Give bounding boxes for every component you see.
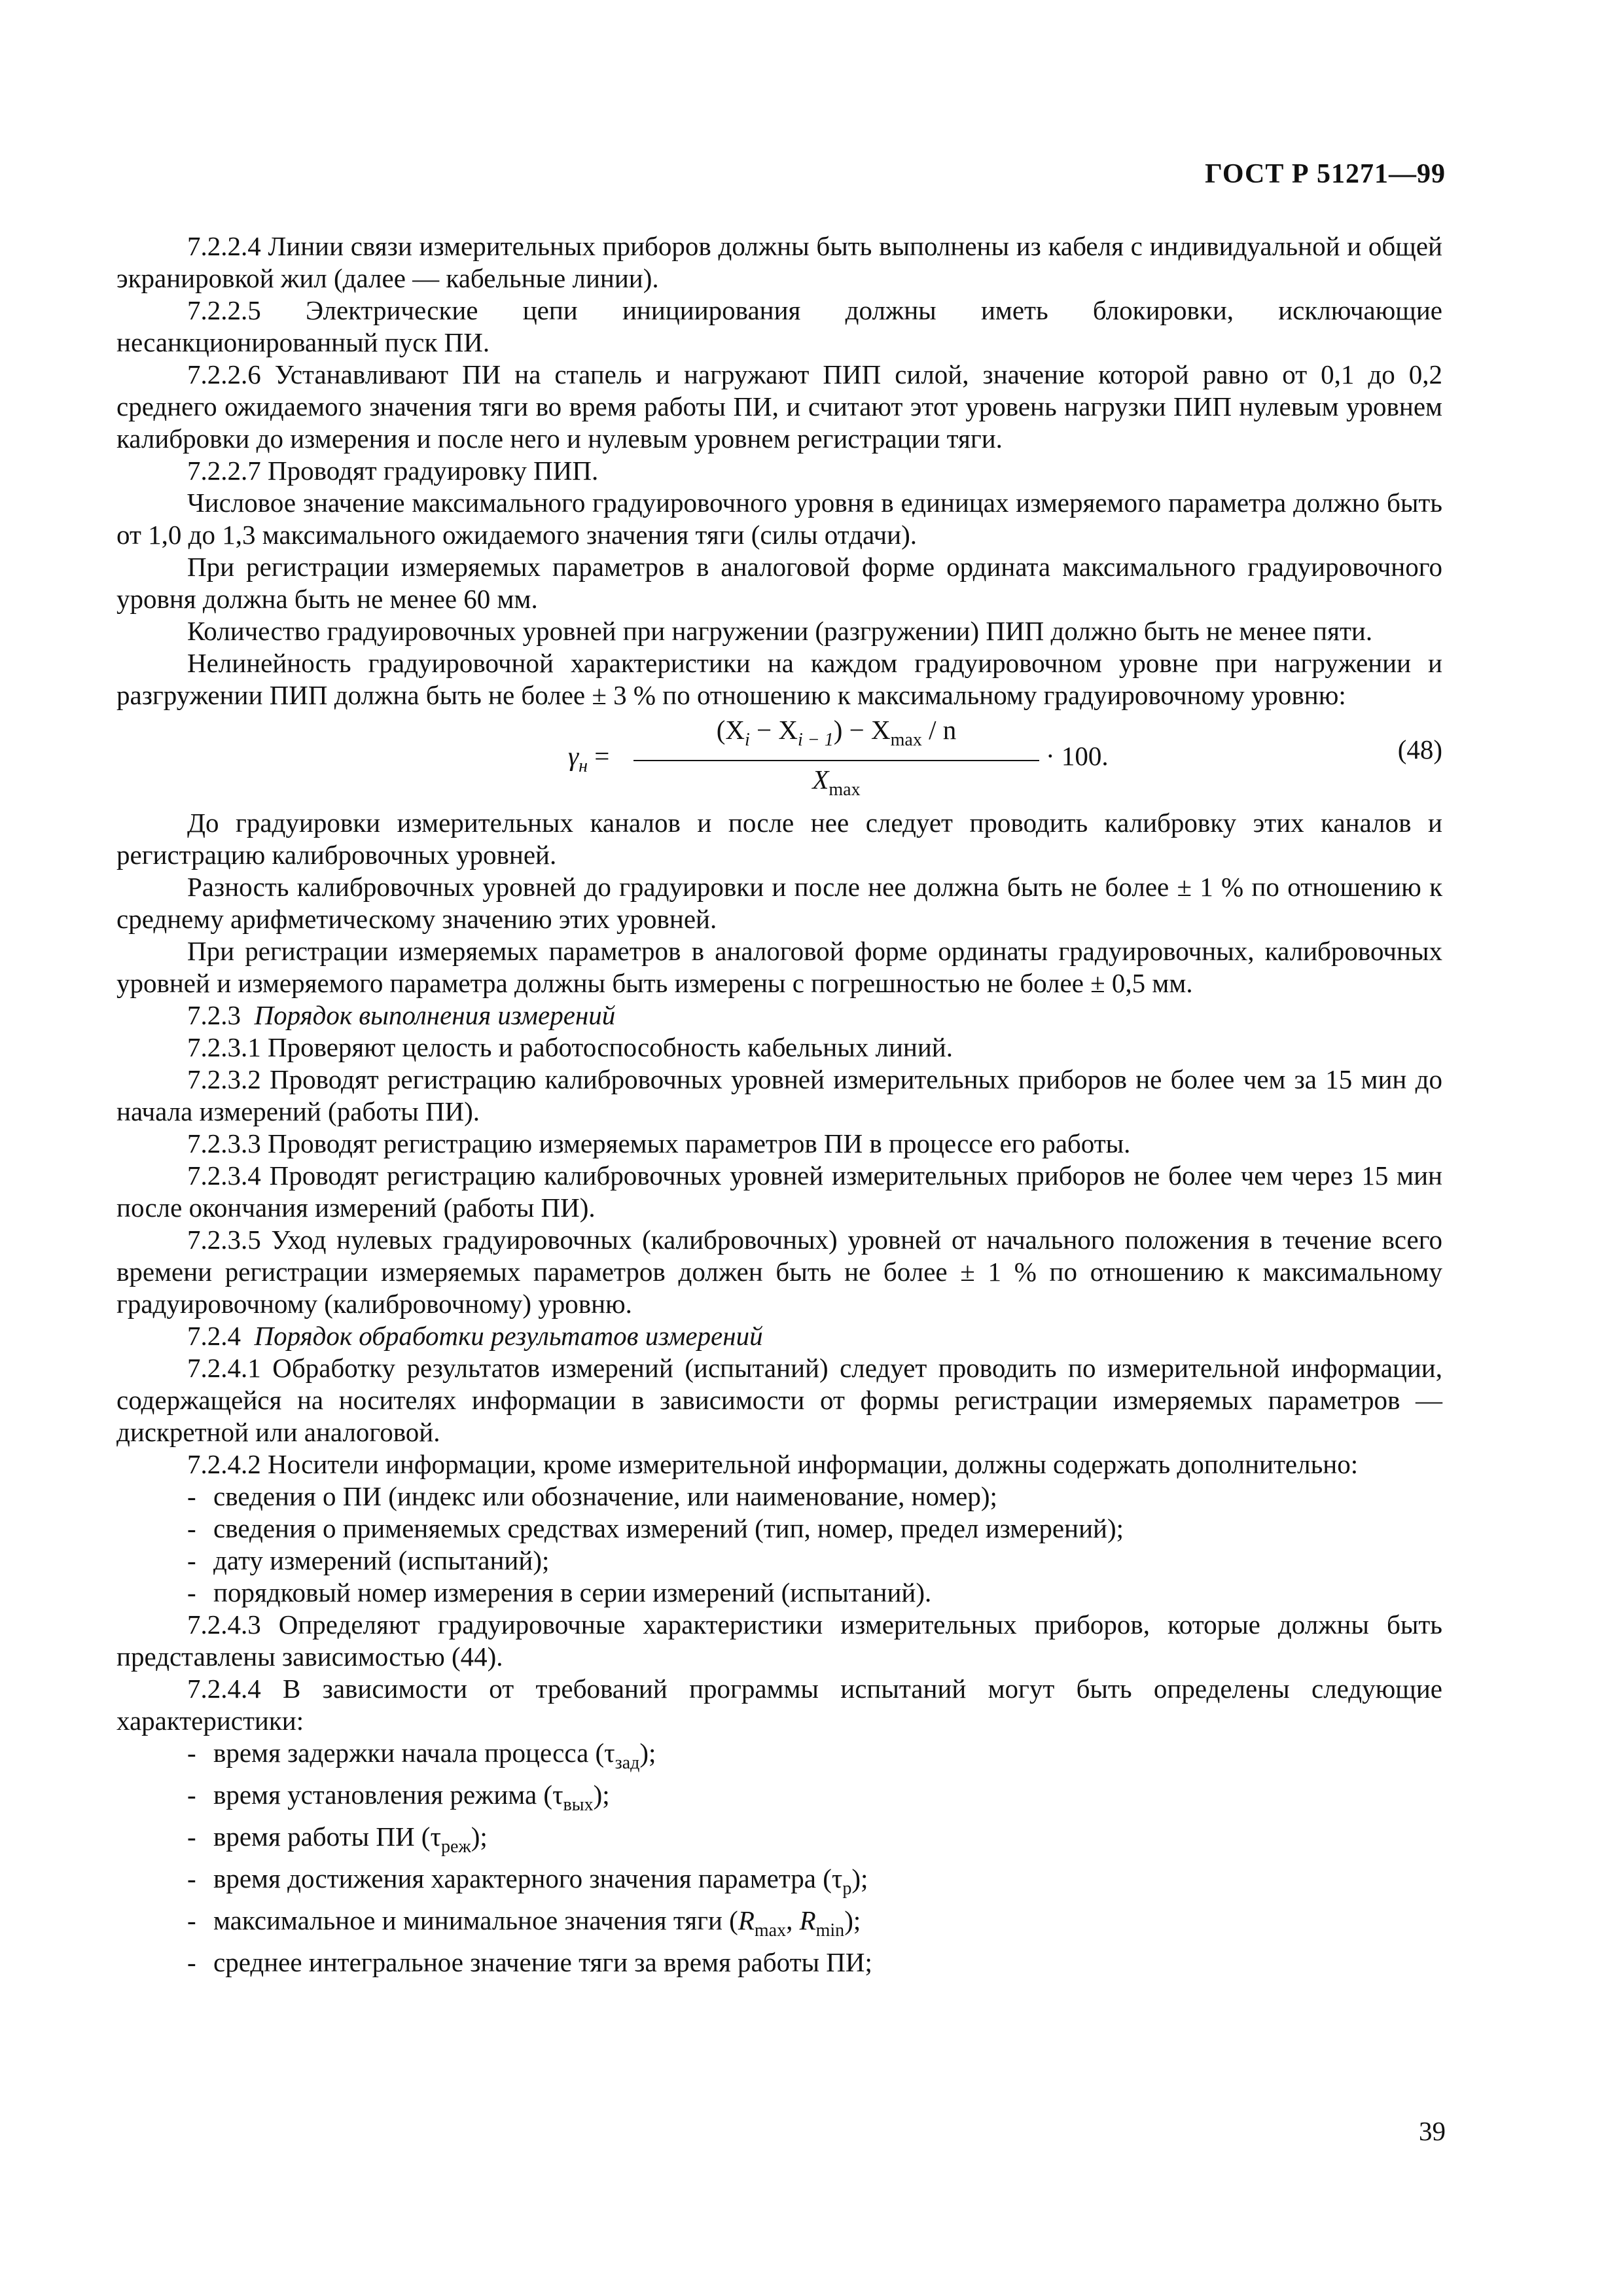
paragraph: При регистрации измеряемых параметров в аналоговой форме ордината максимального градуировочного уровня должна быть не менее 60 мм.: [116, 552, 1442, 614]
paragraph: 7.2.4.1 Обработку результатов измерений (испытаний) следует проводить по измерительной информации, содержащейся на носителях информации в зависимости от формы регистрации измеряемых параметров — дискретной или аналоговой.: [116, 1353, 1442, 1447]
formula-fraction: [633, 714, 1039, 806]
list-item: - время работы ПИ $(\tau_{реж})$;: [116, 1821, 1442, 1863]
info-list: [116, 1480, 1442, 1609]
paragraph: 7.2.3.5 Уход нулевых градуировочных (калибровочных) уровней от начального положения в течение всего времени регистрации измеряемых параметров должен быть не более ± 1 % по отношению к максимальному градуировочному (калибровочному) уровню.: [116, 1225, 1442, 1319]
paragraph: Количество градуировочных уровней при нагружении (разгружении) ПИП должно быть не менее пяти.: [187, 616, 1373, 646]
paragraph: При регистрации измеряемых параметров в аналоговой форме ординаты градуировочных, калибровочных уровней и измеряемого параметра должны быть измерены с погрешностью не более ± 0,5 мм.: [116, 936, 1442, 998]
paragraph: 7.2.2.4 Линии связи измерительных приборов должны быть выполнены из кабеля с индивидуальной и общей экранировкой жил (далее — кабельные линии).: [116, 231, 1442, 293]
formula-denominator: $X_{max}$: [812, 764, 861, 800]
list-item: - среднее интегральное значение тяги за время работы ПИ;: [116, 1946, 1442, 1979]
paragraph: 7.2.3.3 Проводят регистрацию измеряемых параметров ПИ в процессе его работы.: [187, 1128, 1131, 1158]
equation-number: (48): [1397, 734, 1442, 764]
formula-lhs: $\gamma_н$ =: [568, 741, 610, 776]
paragraph: Нелинейность градуировочной характеристики на каждом градуировочном уровне при нагружении и разгружении ПИП должна быть не более ± 3 % по отношению к максимальному градуировочному уровню:: [116, 648, 1442, 710]
section-heading-7-2-3: 7.2.3 Порядок выполнения измерений: [187, 1000, 616, 1030]
formula-48: [116, 714, 1442, 800]
paragraph: 7.2.3.4 Проводят регистрацию калибровочных уровней измерительных приборов не более чем через 15 мин после окончания измерений (работы ПИ).: [116, 1160, 1442, 1223]
list-item: - дату измерений (испытаний);: [116, 1545, 1442, 1577]
standard-header: ГОСТ Р 51271—99: [1205, 159, 1446, 189]
paragraph: 7.2.2.5 Электрические цепи инициирования должны иметь блокировки, исключающие несанкционированный пуск ПИ.: [116, 295, 1442, 357]
characteristics-list: [116, 1737, 1442, 1979]
paragraph: До градуировки измерительных каналов и после нее следует проводить калибровку этих каналов и регистрацию калибровочных уровней.: [116, 808, 1442, 870]
paragraph: 7.2.2.6 Устанавливают ПИ на стапель и нагружают ПИП силой, значение которой равно от 0,1 до 0,2 среднего ожидаемого значения тяги во время работы ПИ, и считают этот уровень нагрузки ПИП нулевым уровнем калибровки до измерения и после него и нулевым уровнем регистрации тяги.: [116, 359, 1442, 454]
paragraph: 7.2.3.2 Проводят регистрацию калибровочных уровней измерительных приборов не более чем за 15 мин до начала измерений (работы ПИ).: [116, 1064, 1442, 1126]
paragraph: Числовое значение максимального градуировочного уровня в единицах измеряемого параметра должно быть от 1,0 до 1,3 максимального ожидаемого значения тяги (силы отдачи).: [116, 488, 1442, 550]
list-item: - время задержки начала процесса $(\tau_{зад})$;: [116, 1737, 1442, 1779]
paragraph: 7.2.3.1 Проверяют целость и работоспособность кабельных линий.: [187, 1032, 953, 1062]
list-item: - время достижения характерного значения параметра $(\tau_р)$;: [116, 1863, 1442, 1905]
paragraph: 7.2.4.3 Определяют градуировочные характеристики измерительных приборов, которые должны быть представлены зависимостью (44).: [116, 1609, 1442, 1672]
list-item: - максимальное и минимальное значения тяги ($R_{max}$, $R_{min}$);: [116, 1905, 1442, 1946]
formula-numerator: $(X_i - X_{i - 1}) - X_{max} / n$: [633, 714, 1039, 761]
formula-multiplier: · 100.: [1046, 741, 1109, 771]
list-item: - сведения о применяемых средствах измерений (тип, номер, предел измерений);: [116, 1513, 1442, 1545]
paragraph: Разность калибровочных уровней до градуировки и после нее должна быть не более ± 1 % по отношению к среднему арифметическому значению этих уровней.: [116, 872, 1442, 934]
list-item: - порядковый номер измерения в серии измерений (испытаний).: [116, 1577, 1442, 1609]
list-item: - сведения о ПИ (индекс или обозначение, или наименование, номер);: [116, 1480, 1442, 1513]
section-heading-7-2-4: 7.2.4 Порядок обработки результатов измерений: [187, 1321, 763, 1351]
paragraph: 7.2.4.2 Носители информации, кроме измерительной информации, должны содержать дополнительно:: [187, 1449, 1359, 1479]
page-number: 39: [1419, 2116, 1446, 2146]
list-item: - время установления режима $(\tau_{вых})$;: [116, 1779, 1442, 1821]
paragraph: 7.2.4.4 В зависимости от требований программы испытаний могут быть определены следующие характеристики:: [116, 1674, 1442, 1736]
body-text: [116, 230, 1442, 1979]
paragraph: 7.2.2.7 Проводят градуировку ПИП.: [187, 456, 599, 486]
